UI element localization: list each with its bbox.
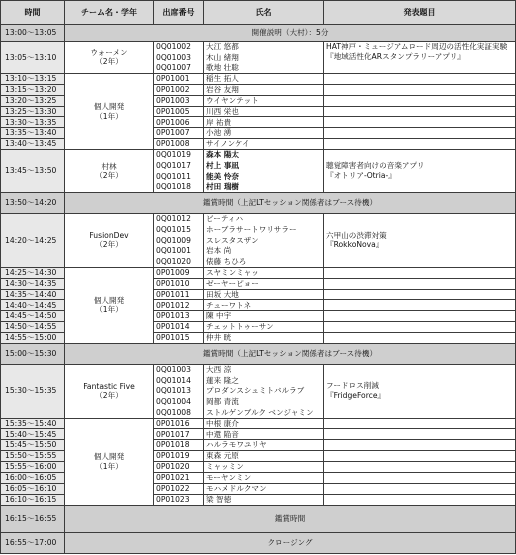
student-name: プロダンスシュミトバルラブ (204, 386, 324, 397)
student-id: 0P01008 (154, 139, 204, 150)
time-cell: 13:25～13:30 (1, 106, 65, 117)
time-cell: 13:40～13:45 (1, 139, 65, 150)
header-id: 出席番号 (154, 1, 204, 25)
student-name: 陳 中宇 (204, 311, 324, 322)
student-name: 木山 緒翔 (204, 52, 324, 63)
session-row (1, 505, 516, 532)
title-line: HAT神戸・ミュージアムロード周辺の活性化実証実験 (326, 41, 508, 51)
student-id: 0P01014 (154, 322, 204, 333)
session-label: 鑑賞時間（上記LTセッション関係者はブース待機） (65, 193, 516, 214)
student-id: 0P01017 (154, 429, 204, 440)
student-id: 0Q01002 (154, 41, 204, 52)
group-member-row (1, 364, 516, 375)
student-name: 俵藤 ちひろ (204, 257, 324, 268)
student-id: 0P01007 (154, 128, 204, 139)
team-line: （1年） (95, 305, 123, 315)
student-name: 梁 智徳 (204, 494, 324, 505)
team-line: Fantastic Five (83, 381, 135, 391)
presentation-title (324, 451, 516, 462)
session-label: 鑑賞時間 (65, 505, 516, 532)
time-cell: 13:20～13:25 (1, 95, 65, 106)
team-line: （1年） (95, 111, 123, 121)
student-id: 0Q01015 (154, 224, 204, 235)
student-name: チェットトゥーサン (204, 322, 324, 333)
student-id: 0P01022 (154, 483, 204, 494)
team-line: 村林 (101, 161, 117, 171)
team-line: 個人開発 (93, 295, 125, 305)
student-name: 中還 陥音 (204, 429, 324, 440)
schedule-body (1, 25, 516, 554)
title-line: 聴覚障害者向けの音楽アプリ (326, 161, 425, 171)
student-name: 岡都 青流 (204, 397, 324, 408)
student-id: 0P01023 (154, 494, 204, 505)
team-line: FusionDev (89, 230, 129, 240)
team-cell (65, 74, 154, 150)
time-cell: 14:25～14:30 (1, 267, 65, 278)
team-cell (65, 364, 154, 418)
presentation-title (324, 74, 516, 85)
presentation-title (324, 472, 516, 483)
student-name: 蓮来 隆之 (204, 375, 324, 386)
student-name: 小池 湧 (204, 128, 324, 139)
session-label: 開催説明（大村）：5分 (65, 25, 516, 42)
presentation-title (324, 267, 516, 278)
session-row (1, 532, 516, 553)
time-cell: 14:50～14:55 (1, 322, 65, 333)
team-line: （1年） (95, 461, 123, 471)
student-name: ミャッミン (204, 462, 324, 473)
student-id: 0P01021 (154, 472, 204, 483)
team-cell (65, 418, 154, 505)
student-id: 0P01010 (154, 278, 204, 289)
student-name: 田坂 大地 (204, 289, 324, 300)
student-name: 岩本 尚 (204, 246, 324, 257)
time-cell: 13:45～13:50 (1, 150, 65, 193)
student-id: 0P01016 (154, 418, 204, 429)
student-name: 能美 怜奈 (204, 171, 324, 182)
time-cell: 16:15～16:55 (1, 505, 65, 532)
student-name: 歌地 壮聡 (204, 63, 324, 74)
student-name: サイノンケイ (204, 139, 324, 150)
individual-row (1, 74, 516, 85)
student-name: スヤミンミャッ (204, 267, 324, 278)
time-cell: 13:50～14:20 (1, 193, 65, 214)
presentation-title (324, 418, 516, 429)
presentation-title (324, 494, 516, 505)
student-id: 0P01012 (154, 300, 204, 311)
student-name: 岩谷 友翔 (204, 84, 324, 95)
time-cell: 13:35～13:40 (1, 128, 65, 139)
student-id: 0Q01008 (154, 407, 204, 418)
student-id: 0P01015 (154, 333, 204, 344)
student-name: 大江 悠都 (204, 41, 324, 52)
student-id: 0P01013 (154, 311, 204, 322)
student-name: 仲井 晄 (204, 333, 324, 344)
student-name: 大西 涼 (204, 364, 324, 375)
header-name: 氏名 (204, 1, 324, 25)
presentation-title (324, 483, 516, 494)
session-row (1, 193, 516, 214)
student-name: 岸 祐貴 (204, 117, 324, 128)
team-cell (65, 214, 154, 268)
time-cell: 13:30～13:35 (1, 117, 65, 128)
time-cell: 15:55～16:00 (1, 462, 65, 473)
presentation-title (324, 41, 516, 73)
presentation-title (324, 84, 516, 95)
presentation-title (324, 139, 516, 150)
team-line: （2年） (95, 171, 123, 181)
student-name: ストルゲンブルク ベンジャミン (204, 407, 324, 418)
student-name: ホーブラサートワリサラー (204, 224, 324, 235)
student-id: 0P01020 (154, 462, 204, 473)
time-cell: 13:05～13:10 (1, 41, 65, 73)
student-name: モハメドルクマン (204, 483, 324, 494)
student-name: 村上 事凪 (204, 160, 324, 171)
student-id: 0P01019 (154, 451, 204, 462)
time-cell: 14:55～15:00 (1, 333, 65, 344)
time-cell: 15:45～15:50 (1, 440, 65, 451)
student-id: 0Q01012 (154, 214, 204, 225)
group-member-row (1, 214, 516, 225)
session-label: 鑑賞時間（上記LTセッション関係者はブース待機） (65, 343, 516, 364)
student-name: 稲生 拓人 (204, 74, 324, 85)
title-line: フードロス削減 (326, 381, 379, 391)
student-id: 0Q01020 (154, 257, 204, 268)
student-id: 0P01009 (154, 267, 204, 278)
time-cell: 16:10～16:15 (1, 494, 65, 505)
student-id: 0Q01011 (154, 171, 204, 182)
student-id: 0Q01003 (154, 52, 204, 63)
title-line: 『地域活性化ARスタンプラリーアプリ』 (326, 51, 465, 61)
time-cell: 15:00～15:30 (1, 343, 65, 364)
student-name: チューワトネ (204, 300, 324, 311)
student-name: ビーティハ (204, 214, 324, 225)
student-name: 村田 瑞樹 (204, 182, 324, 193)
presentation-title (324, 300, 516, 311)
presentation-title (324, 311, 516, 322)
student-name: ゼーヤーピョー (204, 278, 324, 289)
header-time: 時間 (1, 1, 65, 25)
team-cell (65, 267, 154, 343)
presentation-title (324, 95, 516, 106)
student-name: 川西 栄也 (204, 106, 324, 117)
student-id: 0P01001 (154, 74, 204, 85)
student-name: 東森 元原 (204, 451, 324, 462)
student-id: 0P01018 (154, 440, 204, 451)
title-line: 『RokkoNova』 (326, 240, 384, 250)
student-name: 中根 康介 (204, 418, 324, 429)
time-cell: 13:00～13:05 (1, 25, 65, 42)
presentation-title (324, 364, 516, 418)
presentation-title (324, 278, 516, 289)
header-title: 発表題目 (324, 1, 516, 25)
session-label: クロージング (65, 532, 516, 553)
team-line: （2年） (95, 240, 123, 250)
student-id: 0P01011 (154, 289, 204, 300)
individual-row (1, 418, 516, 429)
student-id: 0Q01017 (154, 160, 204, 171)
student-id: 0P01006 (154, 117, 204, 128)
title-line: 『オトリア-Otria-』 (326, 171, 396, 181)
team-cell (65, 150, 154, 193)
presentation-title (324, 150, 516, 193)
presentation-title (324, 333, 516, 344)
presentation-title (324, 106, 516, 117)
team-line: （2年） (95, 391, 123, 401)
presentation-title (324, 128, 516, 139)
student-name: スレスタスザン (204, 235, 324, 246)
student-id: 0Q01013 (154, 386, 204, 397)
student-id: 0P01005 (154, 106, 204, 117)
time-cell: 14:20～14:25 (1, 214, 65, 268)
student-name: ハルラモワユリヤ (204, 440, 324, 451)
header-row (1, 1, 516, 25)
team-cell (65, 41, 154, 73)
time-cell: 14:45～14:50 (1, 311, 65, 322)
student-id: 0Q01018 (154, 182, 204, 193)
time-cell: 16:00～16:05 (1, 472, 65, 483)
student-id: 0Q01004 (154, 397, 204, 408)
student-id: 0Q01014 (154, 375, 204, 386)
time-cell: 16:55～17:00 (1, 532, 65, 553)
group-member-row (1, 150, 516, 161)
presentation-title (324, 440, 516, 451)
time-cell: 14:35～14:40 (1, 289, 65, 300)
group-member-row (1, 41, 516, 52)
student-id: 0Q01001 (154, 246, 204, 257)
time-cell: 13:10～13:15 (1, 74, 65, 85)
presentation-title (324, 462, 516, 473)
team-line: 個人開発 (93, 102, 125, 112)
presentation-title (324, 289, 516, 300)
time-cell: 15:35～15:40 (1, 418, 65, 429)
presentation-title (324, 322, 516, 333)
time-cell: 15:50～15:55 (1, 451, 65, 462)
header-team: チーム名・学年 (65, 1, 154, 25)
student-id: 0Q01007 (154, 63, 204, 74)
team-line: （2年） (95, 57, 123, 67)
individual-row (1, 267, 516, 278)
session-row (1, 25, 516, 42)
time-cell: 15:30～15:35 (1, 364, 65, 418)
presentation-title (324, 117, 516, 128)
time-cell: 14:40～14:45 (1, 300, 65, 311)
student-id: 0Q01019 (154, 150, 204, 161)
team-line: ウォーメン (90, 47, 128, 57)
time-cell: 13:15～13:20 (1, 84, 65, 95)
student-id: 0Q01003 (154, 364, 204, 375)
team-line: 個人開発 (93, 452, 125, 462)
time-cell: 15:40～15:45 (1, 429, 65, 440)
title-line: 『FridgeForce』 (326, 391, 386, 401)
presentation-title (324, 214, 516, 268)
presentation-title (324, 429, 516, 440)
time-cell: 14:30～14:35 (1, 278, 65, 289)
session-row (1, 343, 516, 364)
title-line: 六甲山の渋滞対策 (326, 230, 387, 240)
student-id: 0Q01009 (154, 235, 204, 246)
student-id: 0P01003 (154, 95, 204, 106)
student-name: モーヤンミン (204, 472, 324, 483)
student-name: 森本 陽太 (204, 150, 324, 161)
time-cell: 16:05～16:10 (1, 483, 65, 494)
student-id: 0P01002 (154, 84, 204, 95)
student-name: ウイヤンテット (204, 95, 324, 106)
